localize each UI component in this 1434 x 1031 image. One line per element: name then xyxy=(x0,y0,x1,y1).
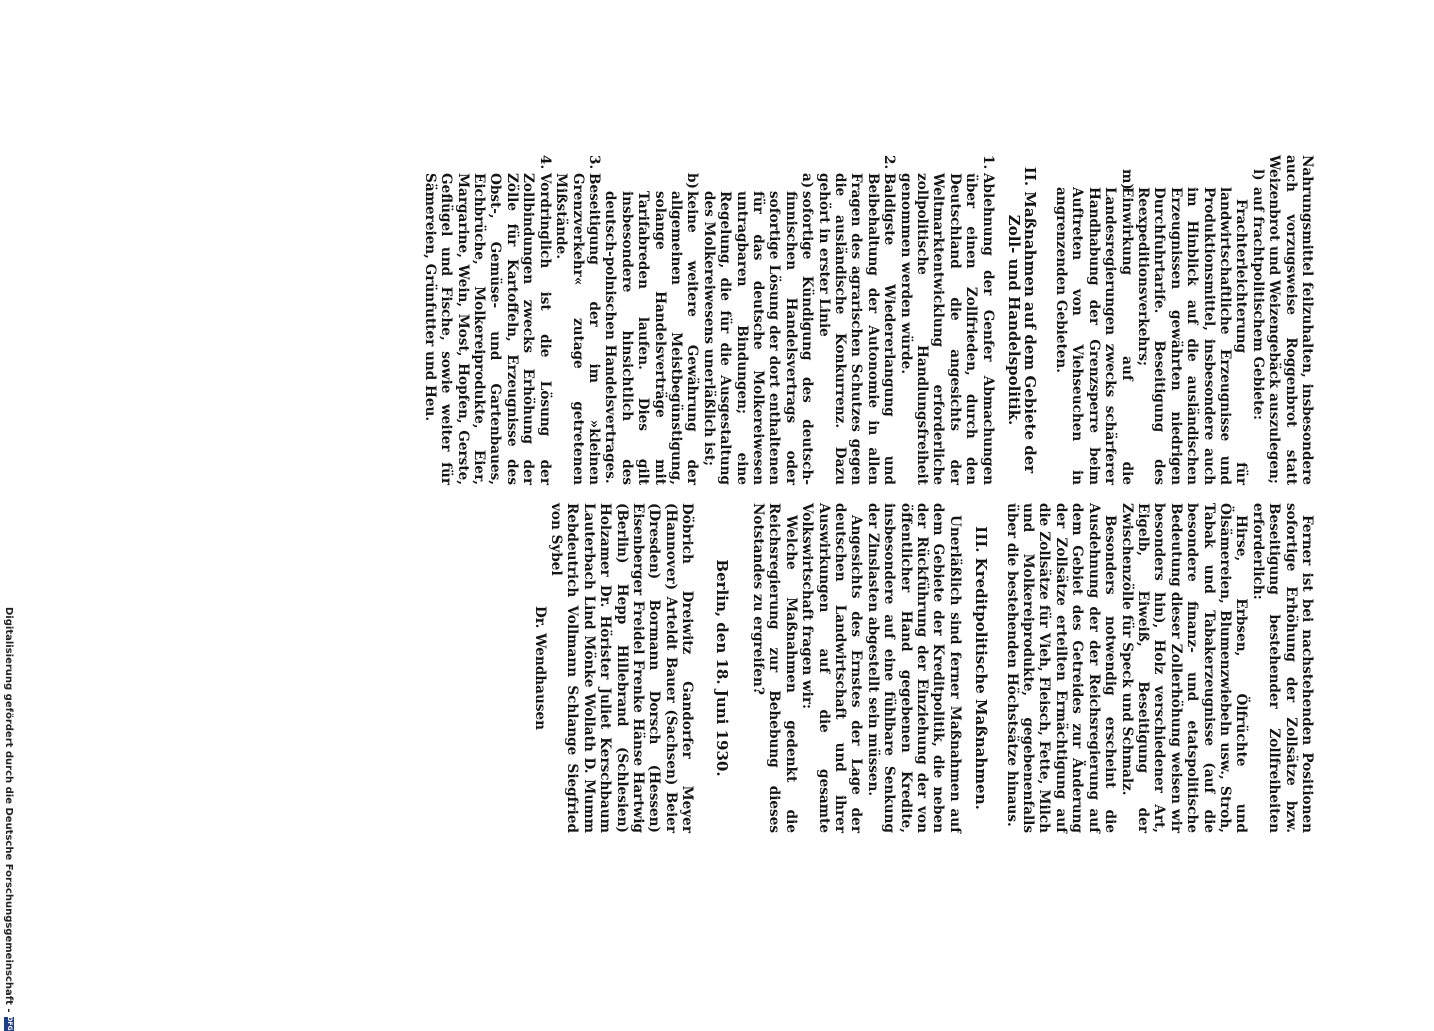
item-2-text: Baldigste Wiedererlangung und Beibehaltung der Autonomie in allen Fragen des agrarischen Schutzes gegen die ausländische Konkurrenz. Dazu gehört in erster Linie xyxy=(815,173,898,485)
list-item-3: 3. Beseitigung der im »kleinen Grenzverkehr« zutage getretenen Mißstände. xyxy=(553,155,602,485)
digitization-footer xyxy=(2,607,16,1031)
list-item-4: 4. Vordringlich ist die Lösung der Zollbindungen zwecks Erhöhung der Zölle für Kartoffeln, Erzeugnisse des Obst-, Gemüse- und Gartenbaues, Eichbrüche, Molkereiprodukte, Eier, Margarine, Wein, Most, Hopfen, Gerste, Geflügel und Fische, sowie weiter für Sämereien, Grünfutter und Heu. xyxy=(421,155,553,485)
right-paragraph-1: Ferner ist bei nachstehenden Positionen sofortige Erhöhung der Zollsätze bzw. Beseitigung bestehender Zollfreiheiten erforderlich: xyxy=(1249,503,1315,833)
document-date: Berlin, den 18. Juni 1930. xyxy=(712,559,731,777)
right-paragraph-5: Angesichts des Ernstes der Lage der deutschen Landwirtschaft und ihrer Auswirkungen auf die gesamte Volkswirtschaft fragen wir: xyxy=(799,503,865,833)
item-1-text: Ablehnung der Genfer Abmachungen über einen Zollfrieden, durch den Deutschland die angesichts der Weltmarktentwicklung erforderliche zollpolitische Handlungsfreiheit genommen werden würde. xyxy=(897,173,996,485)
item-m-text: Einwirkung auf die Landesregierungen zwecks schärferer Handhabung der Grenzsperre beim Auftreten von Viehseuchen in angrenzenden Gebieten. xyxy=(1052,187,1135,485)
document-body xyxy=(421,155,1315,875)
right-paragraph-4: Unerläßlich sind ferner Maßnahmen auf dem Gebiete der Kreditpolitik, die neben der Rückführung der Einziehung der von öffentlicher Hand gegebenen Kredite, insbesondere auf eine fühlbare Senkung der Zinslasten abgestellt sein müssen. xyxy=(864,503,963,833)
item-l-text: Frachterleichterung für landwirtschaftliche Erzeugnisse und Produktionsmittel, insbesondere auch im Hinblick auf die ausländischen Erzeugnissen gewährten niedrigen Durchfuhrtarife. Beseitigung des Reexpeditionsverkehrs; xyxy=(1134,187,1250,485)
item-2b-text: keine weitere Gewährung der allgemeinen Meistbegünstigung, solange Handelsverträge mit Tarifabreden laufen. Dies gilt insbesondere hinsichtlich des deutsch-polnischen Handelsvertrages. xyxy=(602,191,701,485)
item-3-text: Beseitigung der im »kleinen Grenzverkehr« zutage getretenen Mißstände. xyxy=(553,173,602,485)
right-paragraph-6: Welche Maßnahmen gedenkt die Reichsregierung zur Behebung dieses Notstandes zu ergreifen? xyxy=(750,503,799,833)
item-l-title: auf frachtpolitischem Gebiete: xyxy=(1249,187,1266,420)
right-paragraph-2: Hirse, Erbsen, Ölfrüchte und Ölsämereien, Blumenzwiebeln usw., Stroh, Tabak und Tabakerzeugnisse (auf die besondere finanz- und etatspolitische Bedeutung dieser Zollerhöhung weisen wir besonders hin), Holz verschiedener Art, Eigelb, Eiweiß, Beseitigung der Zwischenzölle für Speck und Schmalz. xyxy=(1118,503,1250,833)
list-item-m: m) Einwirkung auf die Landesregierungen zwecks schärferer Handhabung der Grenzsperre beim Auftreten von Viehseuchen in angrenzenden Gebieten. xyxy=(1052,169,1135,485)
dfg-logo-icon: DFG xyxy=(6,1016,13,1031)
list-item-2a: a) sofortige Kündigung des deutsch-finnischen Handelsvertrags oder sofortige Lösung der dort enthaltenen für das deutsche Molkereiwesen untragbaren Bindungen; eine Regelung, die für die Ausgestaltung des Molkereiwesens unerläßlich ist; xyxy=(700,173,816,485)
list-item-2: 2. Baldigste Wiedererlangung und Beibehaltung der Autonomie in allen Fragen des agrarischen Schutzes gegen die ausländische Konkurrenz. Dazu gehört in erster Linie a) sofortige Kündigung des deutsch-finnischen Handelsvertrags oder sofortige Lösung der dort enthaltenen für das deutsche Molkereiwesen untragbaren Bindungen; eine Regelung, die für die Ausgestaltung des Molkereiwesens unerläßlich ist; b) keine weitere Gewährung der allgemeinen Meistbegünstigung, solange Handelsverträge mit Tarifabreden laufen. Dies gilt insbesondere hinsichtlich des deutsch-polnischen Handelsvertrages. xyxy=(602,155,898,485)
list-item-l: l) auf frachtpolitischem Gebiete: Frachterleichterung für landwirtschaftliche Erzeugnisse und Produktionsmittel, insbesondere auch im Hinblick auf die ausländischen Erzeugnissen gewährten niedrigen Durchfuhrtarife. Beseitigung des Reexpeditionsverkehrs; xyxy=(1134,169,1266,485)
signatory-last: Dr. Wendhausen xyxy=(531,605,548,731)
item-2a-text: sofortige Kündigung des deutsch-finnischen Handelsvertrags oder sofortige Lösung der dort enthaltenen für das deutsche Molkereiwesen untragbaren Bindungen; eine Regelung, die für die Ausgestaltung des Molkereiwesens unerläßlich ist; xyxy=(700,191,816,485)
right-paragraph-3: Besonders notwendig erscheint die Ausdehnung der der Reichsregierung auf dem Gebiet des Getreides zur Änderung der Zollsätze erteilten Ermächtigung auf die Zollsätze für Vieh, Fleisch, Fette, Milch und Molkereiprodukte, gegebenenfalls über die bestehenden Höchstsätze hinaus. xyxy=(1003,503,1119,833)
section-III-heading: III. Kreditpolitische Maßnahmen. xyxy=(972,526,991,810)
list-item-2b: b) keine weitere Gewährung der allgemeinen Meistbegünstigung, solange Handelsverträge mit Tarifabreden laufen. Dies gilt insbesondere hinsichtlich des deutsch-polnischen Handelsvertrages. xyxy=(602,173,701,485)
left-column xyxy=(421,155,1315,485)
section-II-heading: II. Maßnahmen auf dem Gebiete der Zoll- und Handelspolitik. xyxy=(1005,166,1040,474)
signatories-list: Döbrich Dreiwitz Gandorfer Meyer (Hannover) Arteldt Bauer (Sachsen) Beier (Dresden) Bormann Dorsch (Hessen) Eisenberger Freidel Frenke Hänse Hartwig (Berlin) Hepp Hillebrand (Schlesien) Holzamer Dr. Hörister Juliet Kerschbaum Lauterbach Lind Mönke Wollath D. Mumm Rebdeutrich Vollmann Schlange Siegfried von Sybel xyxy=(547,503,696,833)
footer-text: Digitalisierung gefördert durch die Deutsche Forschungsgemeinschaft - xyxy=(3,607,15,1013)
intro-paragraph: Nahrungsmittel feilzuhalten, insbesondere auch vorzugsweise Roggenbrot statt Weizenbrot und Weizengebäck auszulegen; xyxy=(1266,155,1315,485)
item-4-text: Vordringlich ist die Lösung der Zollbindungen zwecks Erhöhung der Zölle für Kartoffeln, Erzeugnisse des Obst-, Gemüse- und Gartenbaues, Eichbrüche, Molkereiprodukte, Eier, Margarine, Wein, Most, Hopfen, Gerste, Geflügel und Fische, sowie weiter für Sämereien, Grünfutter und Heu. xyxy=(421,173,553,485)
right-column xyxy=(531,503,1315,833)
list-item-1: 1. Ablehnung der Genfer Abmachungen über einen Zollfrieden, durch den Deutschland die angesichts der Weltmarktentwicklung erforderliche zollpolitische Handlungsfreiheit genommen werden würde. xyxy=(897,155,996,485)
